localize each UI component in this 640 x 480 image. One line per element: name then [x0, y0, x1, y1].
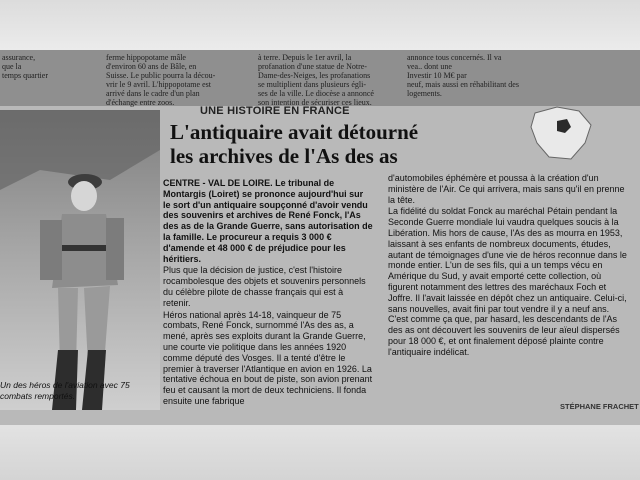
headline-line-2: les archives de l'As des as: [170, 144, 398, 168]
column1-paragraph-1: CENTRE - VAL DE LOIRE. Le tribunal de Montargis (Loiret) se prononce aujourd'hui sur le sort d'un antiquaire soupçonné d'avoir vendu des souvenirs et archives de René Fonck, l'As des as de la Grande Guerre, sans autorisation de la famille. Le procureur a requis 3 000 € d'amende et 48 000 € de préjudice pour les héritiers.: [163, 178, 373, 264]
article-headline: [170, 120, 530, 168]
strip-text-2: ferme hippopotame mâle d'environ 60 ans de Bâle, en Suisse. Le public pourra la décou- vrir le 9 avril. L'hippopotame est arrivé dans le cadre d'un plan d'échange entre zoos.: [106, 53, 216, 107]
aviator-photo: [0, 110, 160, 410]
previous-articles-strip: [0, 50, 640, 106]
article-column-2: [388, 173, 628, 359]
strip-text-1: assurance, que la temps quartier: [2, 53, 48, 80]
strip-text-4: annonce tous concernés. Il va vea.. dont une Investir 10 M€ par neuf, mais aussi en réhabilitant des logements.: [407, 53, 519, 98]
photo-caption: Un des héros de l'aviation avec 75 combats remportés.: [0, 380, 130, 401]
column1-paragraph-3: Héros national après 14-18, vainqueur de 75 combats, René Fonck, surnommé l'As des as, a mené, après ses exploits durant la Grande Guerre, une courte vie politique dans les années 1920 comme député des Vosges. Il a tenté d'être le premier à traverser l'Atlantique en avion en 1926. La tentative échoua en bout de piste, son avion prenant feu et causant la mort de deux techniciens. Il fonda ensuite une fabrique: [163, 309, 373, 406]
author-signature: STÉPHANE FRACHET: [560, 402, 639, 411]
strip-text-3: à terre. Depuis le 1er avril, la profanation d'une statue de Notre- Dame-des-Neiges, les profanations se multiplient dans plusieurs égli- ses de la ville. Le diocèse a annoncé son intention de sécuriser ces lieux.: [258, 53, 374, 107]
section-rubric: UNE HISTOIRE EN FRANCE: [200, 105, 350, 117]
column2-paragraph-1: d'automobiles éphémère et poussa à la création d'un ministère de l'Air. Ce qui arrivera, mais sans qu'il en prenne la tête.: [388, 173, 625, 205]
france-map-icon: [527, 103, 599, 165]
newspaper-clipping: [0, 50, 640, 425]
column1-paragraph-2: Plus que la décision de justice, c'est l'histoire rocambolesque des objets et souvenirs personnels du célèbre pilote de chasse français qui est à retenir.: [163, 265, 366, 308]
aviator-figure-illustration: [0, 110, 160, 410]
column2-paragraph-2: La fidélité du soldat Fonck au maréchal Pétain pendant la Seconde Guerre mondiale lui vaudra quelques soucis à la Libération. Mis hors de cause, l'As des as mourra en 1953, laissant à ses enfants de nombreux documents, études, autant de témoignages d'une vie de héros reconnue dans le monde entier. L'un de ses fils, qui a un temps vécu en Amérique du Sud, y avait emporté cette collection, où figurent notamment des lettres des maréchaux Foch et Joffre. Il l'avait laissée en dépôt chez un antiquaire. Celui-ci, sans nouvelles, avait fini par tout vendre il y a neuf ans. C'est comme ça que, par hasard, les descendants de l'As des as ont découvert les souvenirs de leur aïeul dispersés pour 18 000 €, et ont finalement déposé plainte contre l'antiquaire indélicat.: [388, 206, 627, 357]
article-column-1: [163, 178, 373, 408]
headline-line-1: L'antiquaire avait détourné: [170, 120, 419, 144]
